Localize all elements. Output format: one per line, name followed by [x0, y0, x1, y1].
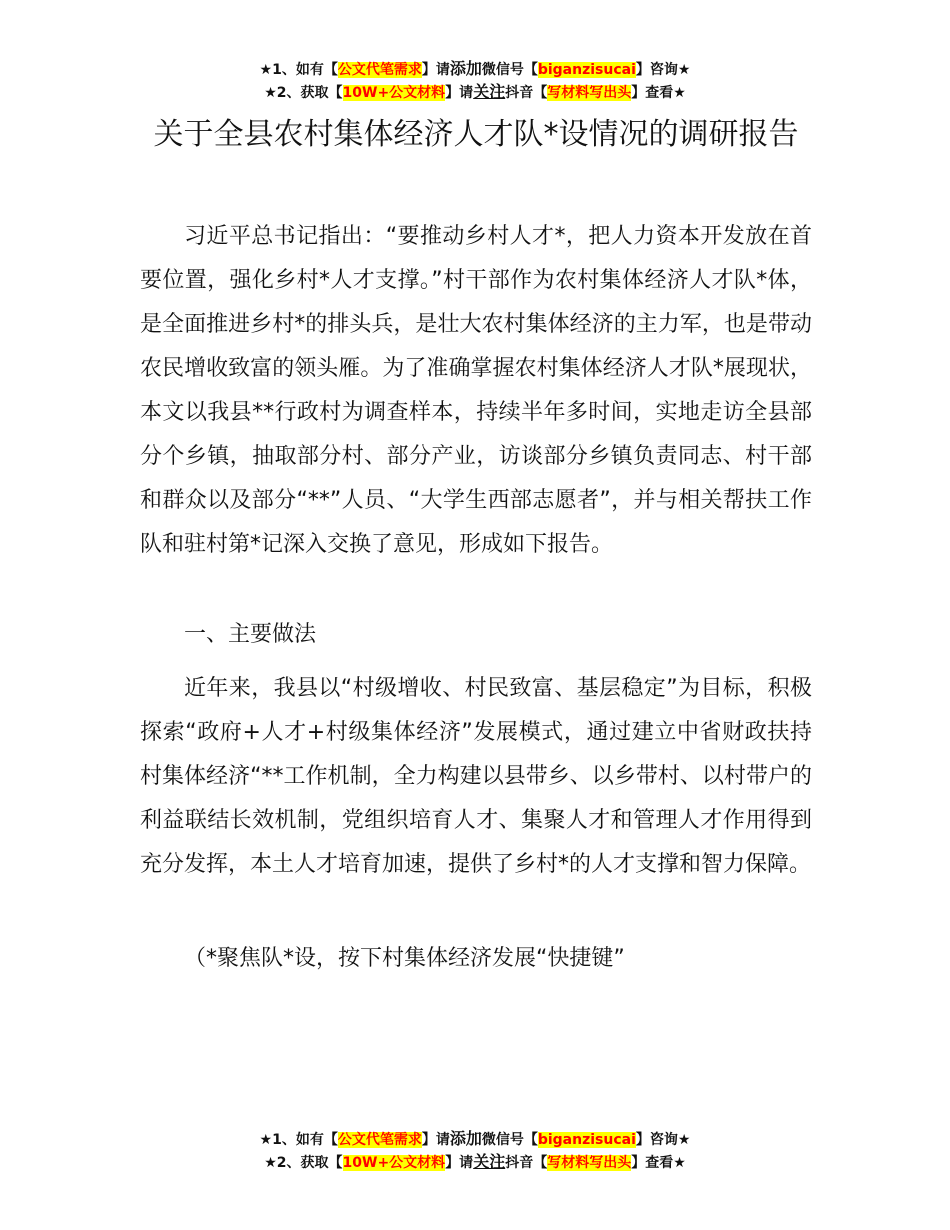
section-heading: 一、主要做法	[184, 622, 317, 647]
highlight-materials: 10W+公文材料	[342, 85, 446, 101]
promo-line-2: ★2、获取【10W+公文材料】请关注抖音【写材料写出头】查看★	[264, 82, 686, 101]
highlight-wechat-id: biganzisucai	[537, 62, 636, 78]
promo-banner-bottom	[0, 1128, 950, 1174]
promo-line-1: ★1、如有【公文代笔需求】请添加微信号【biganzisucai】咨询★	[259, 59, 691, 78]
promo-line-1: ★1、如有【公文代笔需求】请添加微信号【biganzisucai】咨询★	[259, 1129, 691, 1148]
highlight-service: 公文代笔需求	[337, 62, 422, 78]
promo-line-2: ★2、获取【10W+公文材料】请关注抖音【写材料写出头】查看★	[264, 1152, 686, 1171]
promo-banner-top	[0, 58, 950, 104]
section-paragraph: 近年来，我县以“村级增收、村民致富、基层稳定”为目标，积极探索“政府+人才+村级集体经济”发展模式，通过建立中省财政扶持村集体经济“**工作机制，全力构建以县带乡、以乡带村、以村带户的利益联结长效机制，党组织培育人才、集聚人才和管理人才作用得到充分发挥，本土人才培育加速，提供了乡村*的人才支撑和智力保障。	[140, 676, 812, 877]
document-title: 关于全县农村集体经济人才队*设情况的调研报告	[153, 117, 799, 152]
highlight-service: 公文代笔需求	[337, 1132, 422, 1148]
subsection-heading: （*聚焦队*设，按下村集体经济发展“快捷键”	[184, 946, 625, 971]
highlight-wechat-id: biganzisucai	[537, 1132, 636, 1148]
intro-paragraph: 习近平总书记指出：“要推动乡村人才*，把人力资本开发放在首要位置，强化乡村*人才支撑。”村干部作为农村集体经济人才队*体，是全面推进乡村*的排头兵，是壮大农村集体经济的主力军，也是带动农民增收致富的领头雁。为了准确掌握农村集体经济人才队*展现状，本文以我县**行政村为调查样本，持续半年多时间，实地走访全县部分个乡镇，抽取部分村、部分产业，访谈部分乡镇负责同志、村干部和群众以及部分“**”人员、“大学生西部志愿者”，并与相关帮扶工作队和驻村第*记深入交换了意见，形成如下报告。	[140, 224, 812, 557]
highlight-materials: 10W+公文材料	[342, 1155, 446, 1171]
highlight-douyin-account: 写材料写出头	[547, 1155, 632, 1171]
highlight-douyin-account: 写材料写出头	[547, 85, 632, 101]
